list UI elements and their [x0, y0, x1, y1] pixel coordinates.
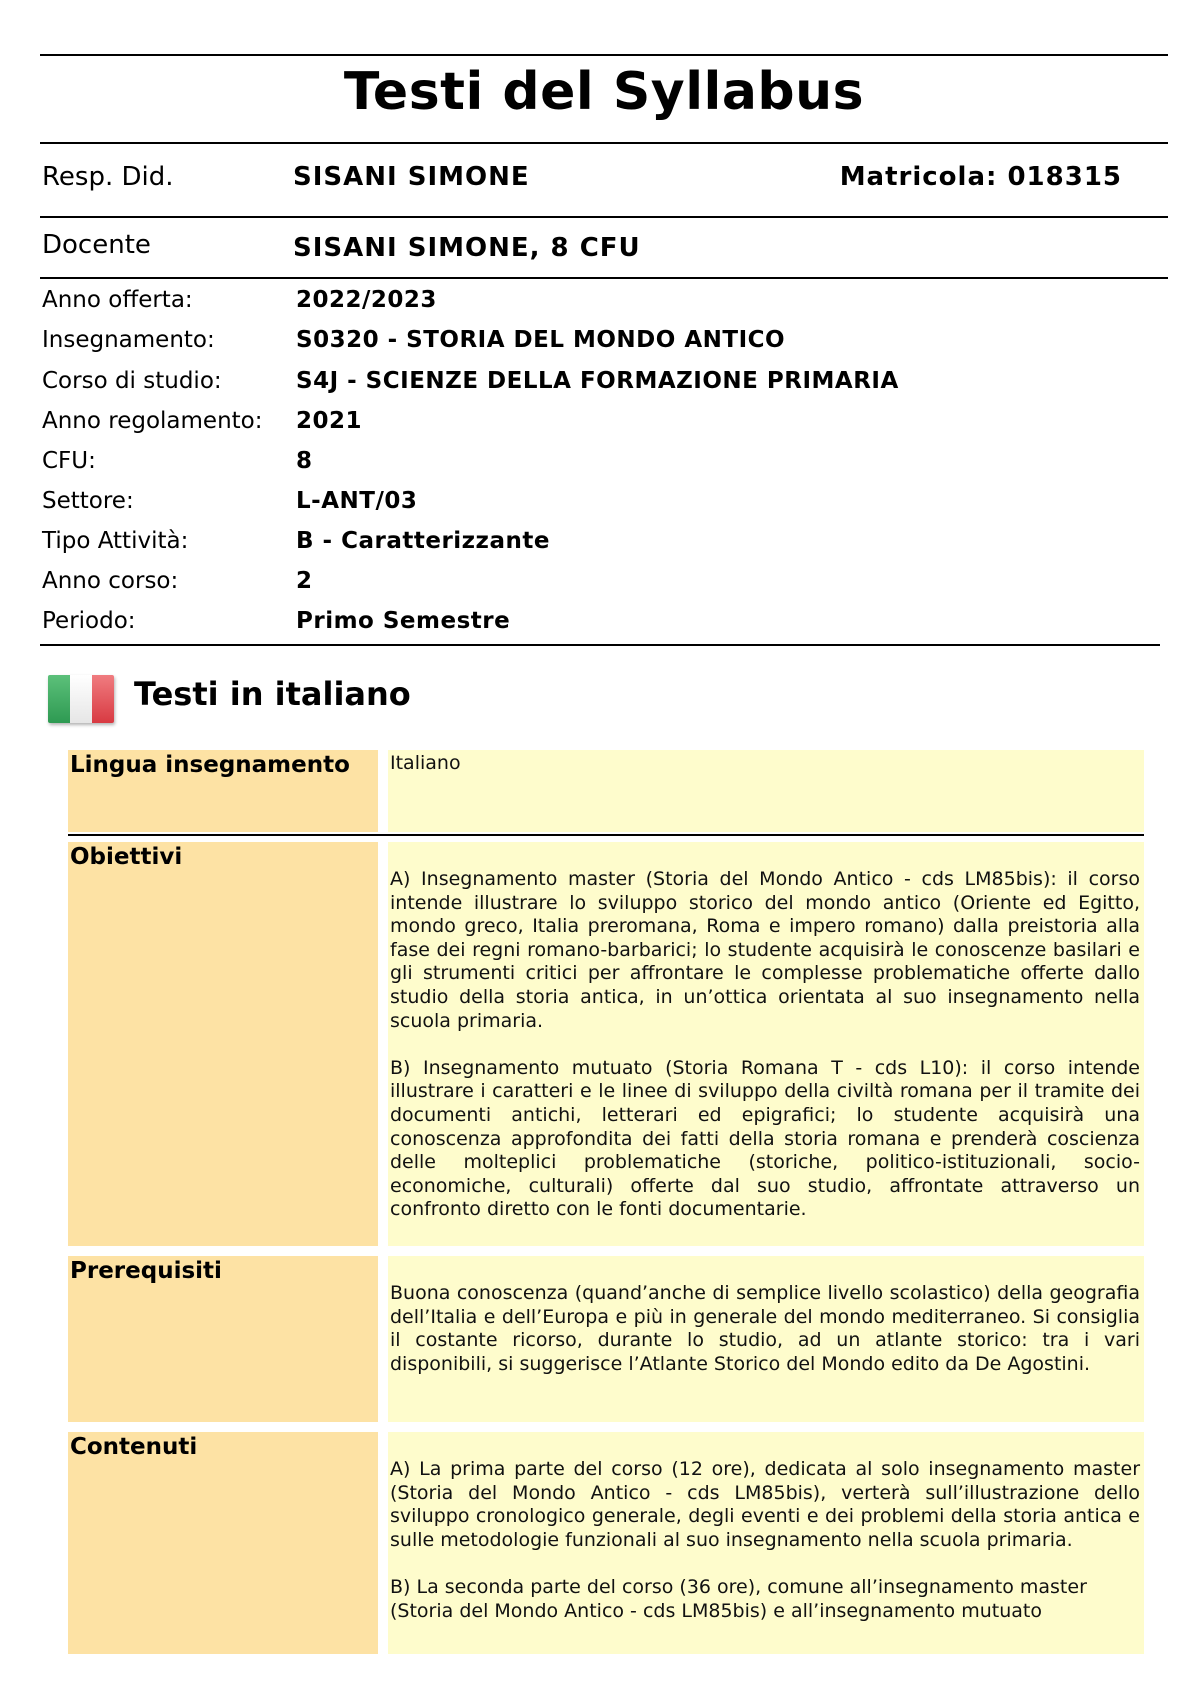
info-label: Anno regolamento: [42, 408, 263, 434]
docente-value: SISANI SIMONE, 8 CFU [293, 233, 641, 263]
obiettivi-content [388, 842, 1144, 1246]
info-value: 2 [296, 568, 313, 594]
info-label: Settore: [42, 488, 134, 514]
contenuti-content [388, 1432, 1144, 1654]
matricola-value: Matricola: 018315 [839, 162, 1122, 192]
info-label: Insegnamento: [42, 327, 215, 353]
info-label: Anno offerta: [42, 287, 193, 313]
contenuti-paragraph: B) La seconda parte del corso (36 ore), comune all’insegnamento master (Storia del Mondo Antico - cds LM85bis) e all’insegnamento mutuato [390, 1575, 1087, 1622]
info-value: 2021 [296, 408, 363, 434]
info-bottom-rule [40, 644, 1160, 646]
docente-label: Docente [42, 230, 151, 260]
info-value: 2022/2023 [296, 287, 437, 313]
lingua-text: Italiano [390, 752, 461, 774]
resp-label: Resp. Did. [42, 162, 174, 192]
top-rule [40, 54, 1168, 56]
info-value: B - Caratterizzante [296, 528, 550, 554]
contenuti-label: Contenuti [68, 1432, 378, 1654]
info-value: Primo Semestre [296, 608, 511, 634]
lingua-content [388, 750, 1144, 832]
resp-value: SISANI SIMONE [293, 162, 530, 192]
page-title: Testi del Syllabus [343, 62, 865, 122]
table-separator [68, 834, 1144, 836]
obiettivi-paragraph: A) Insegnamento master (Storia del Mondo Antico - cds LM85bis): il corso intende illustrare lo sviluppo storico del mondo antico (Oriente ed Egitto, mondo greco, Italia preromana, Roma e impero romano) dalla preistoria alla fase dei regni romano-barbarici; lo studente acquisirà le conoscenze basilari e gli strumenti critici per affrontare le complesse problematiche offerte dallo studio della storia antica, in un’ottica orientata al suo insegnamento nella scuola primaria. [390, 868, 1140, 1032]
info-value: 8 [296, 448, 313, 474]
obiettivi-label: Obiettivi [68, 842, 378, 1246]
prerequisiti-content [388, 1256, 1144, 1422]
resp-bottom-rule [40, 216, 1168, 218]
prerequisiti-paragraph: Buona conoscenza (quand’anche di semplice livello scolastico) della geografia dell’Italia e dell’Europa e più in generale del mondo mediterraneo. Si consiglia il costante ricorso, durante lo studio, ad un atlante storico: tra i vari disponibili, si suggerisce l’Atlante Storico del Mondo edito da De Agostini. [390, 1282, 1140, 1375]
lingua-label: Lingua insegnamento [68, 750, 378, 832]
info-label: CFU: [42, 448, 96, 474]
info-label: Corso di studio: [42, 368, 222, 394]
obiettivi-paragraph: B) Insegnamento mutuato (Storia Romana T - cds L10): il corso intende illustrare i caratteri e le linee di sviluppo della civiltà romana per il tramite dei documenti antichi, letterari ed epigrafici; lo studente acquisirà una conoscenza approfondita dei fatti della storia romana e prenderà coscienza delle molteplici problematiche (storiche, politico-istituzionali, socio-economiche, culturali) offerte dal suo studio, affrontate attraverso un confronto diretto con le fonti documentarie. [390, 1056, 1140, 1221]
title-bottom-rule [40, 142, 1168, 144]
docente-bottom-rule [40, 277, 1168, 279]
section-title: Testi in italiano [134, 675, 411, 713]
italian-flag-icon [48, 675, 114, 723]
info-value: S4J - SCIENZE DELLA FORMAZIONE PRIMARIA [296, 368, 899, 394]
info-label: Tipo Attività: [42, 528, 189, 554]
prerequisiti-label: Prerequisiti [68, 1256, 378, 1422]
info-value: L-ANT/03 [296, 488, 418, 514]
info-label: Anno corso: [42, 568, 179, 594]
info-label: Periodo: [42, 608, 136, 634]
contenuti-paragraph: A) La prima parte del corso (12 ore), dedicata al solo insegnamento master (Storia del Mondo Antico - cds LM85bis), verterà sull’illustrazione dello sviluppo cronologico generale, degli eventi e dei problemi della storia antica e sulle metodologie funzionali al suo insegnamento nella scuola primaria. [390, 1458, 1140, 1551]
info-value: S0320 - STORIA DEL MONDO ANTICO [296, 327, 786, 353]
